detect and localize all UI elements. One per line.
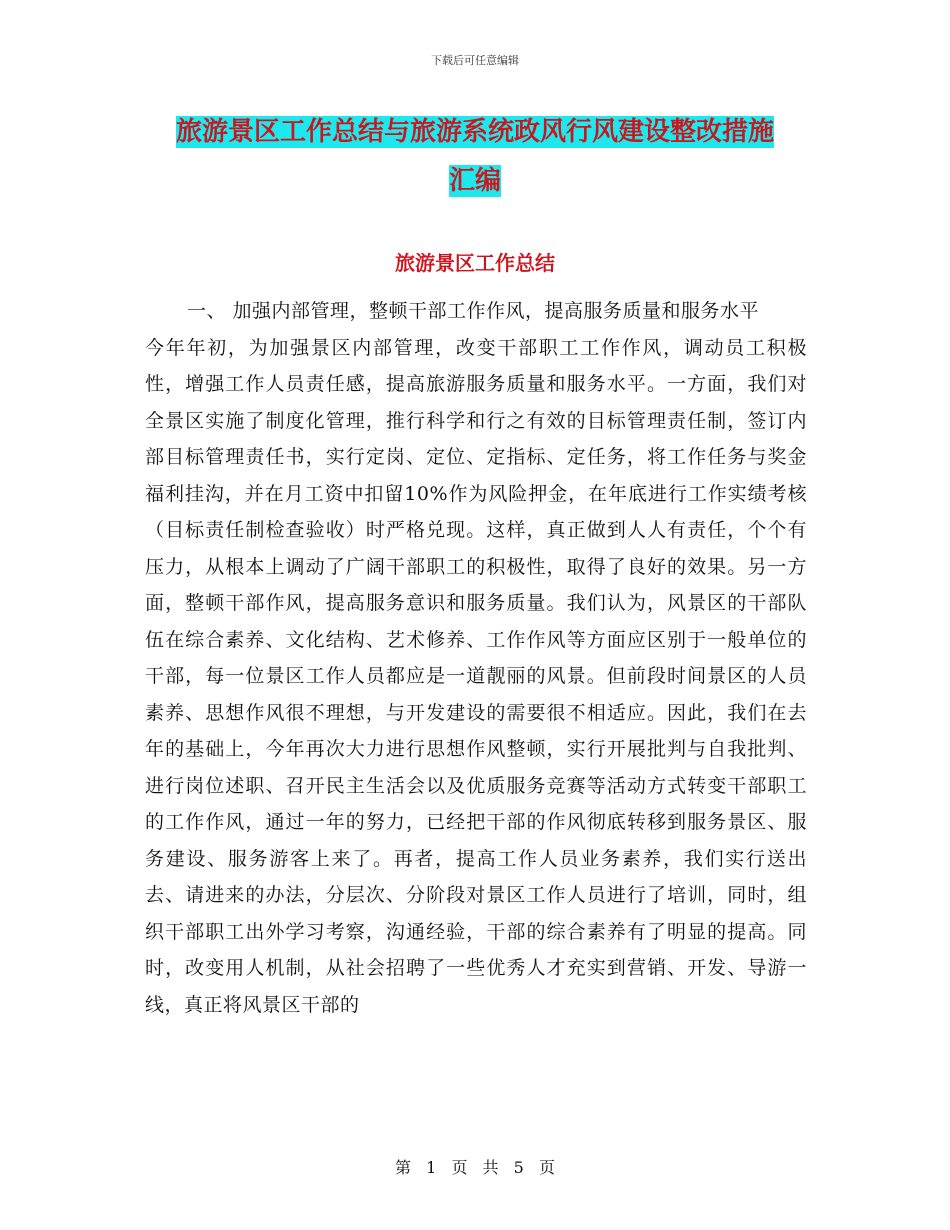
footer-current-page: 1: [426, 1158, 437, 1177]
body-paragraph: 今年年初，为加强景区内部管理，改变干部职工工作作风，调动员工积极性，增强工作人员责任感，提高旅游服务质量和服务水平。一方面，我们对全景区实施了制度化管理，推行科学和行之有效的目标管理责任制，签订内部目标管理责任书，实行定岗、定位、定指标、定任务，将工作任务与奖金福利挂沟，并在月工资中扣留10%作为风险押金，在年底进行工作实绩考核（目标责任制检查验收）时严格兑现。这样，真正做到人人有责任，个个有压力，从根本上调动了广阔干部职工的积极性，取得了良好的效果。另一方面，整顿干部作风，提高服务意识和服务质量。我们认为，风景区的干部队伍在综合素养、文化结构、艺术修养、工作作风等方面应区别于一般单位的干部，每一位景区工作人员都应是一道靓丽的风景。但前段时间景区的人员素养、思想作风很不理想，与开发建设的需要很不相适应。因此，我们在去年的基础上，今年再次大力进行思想作风整顿，实行开展批判与自我批判、进行岗位述职、召开民主生活会以及优质服务竞赛等活动方式转变干部职工的工作作风，通过一年的努力，已经把干部的作风彻底转移到服务景区、服务建设、服务游客上来了。再者，提高工作人员业务素养，我们实行送出去、请进来的办法，分层次、分阶段对景区工作人员进行了培训，同时，组织干部职工出外学习考察，沟通经验，干部的综合素养有了明显的提高。同时，改变用人机制，从社会招聘了一些优秀人才充实到营销、开发、导游一线，真正将风景区干部的: [145, 336, 807, 1016]
footer-mid-1: 页: [451, 1158, 468, 1177]
page-footer: [0, 1155, 950, 1178]
document-title-line-2: 汇编: [448, 166, 501, 196]
section-heading: 一、 加强内部管理，整顿干部工作作风，提高服务质量和服务水平: [187, 300, 760, 322]
document-title: [145, 108, 805, 206]
footer-suffix: 页: [538, 1158, 555, 1177]
section-title: 旅游景区工作总结: [395, 251, 555, 275]
document-title-line-1: 旅游景区工作总结与旅游系统政风行风建设整改措施: [175, 117, 774, 147]
footer-total-pages: 5: [513, 1158, 524, 1177]
footer-prefix: 第: [395, 1158, 412, 1177]
header-note: 下载后可任意编辑: [431, 54, 519, 67]
footer-mid-2: 共: [482, 1158, 499, 1177]
body-text: [145, 293, 807, 1023]
